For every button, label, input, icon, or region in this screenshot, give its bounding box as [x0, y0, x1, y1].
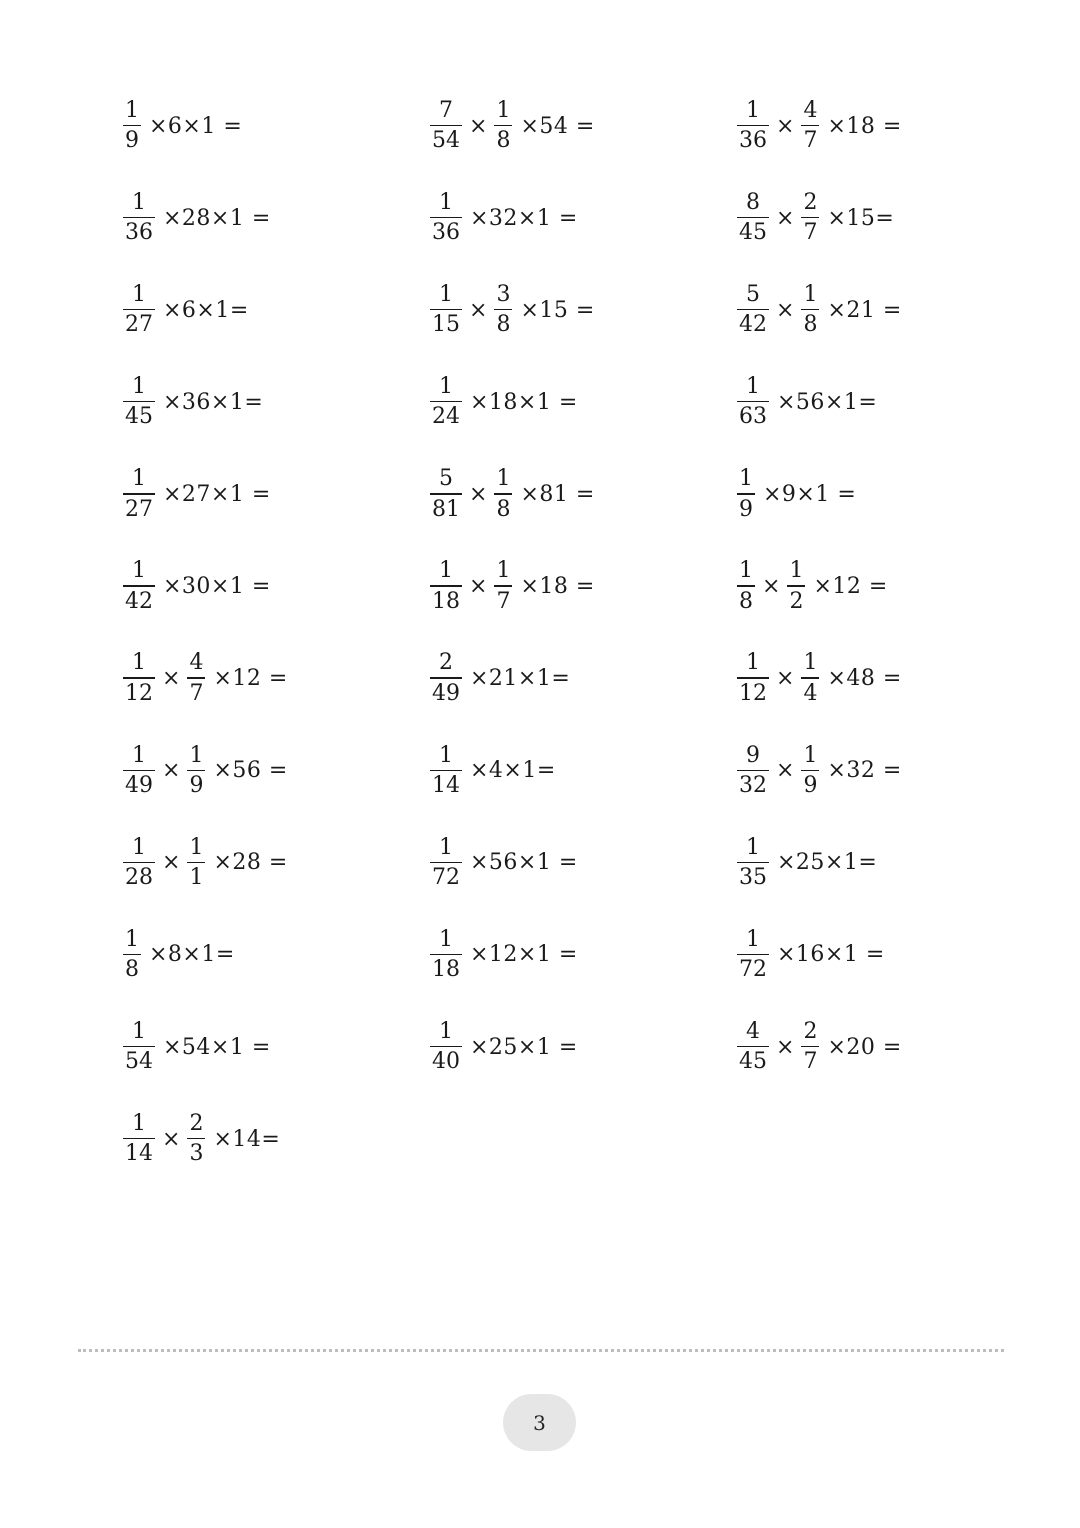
denominator: 9: [189, 772, 204, 798]
denominator: 9: [739, 496, 753, 522]
expression-tail: ×54 =: [520, 113, 595, 139]
fraction: [494, 97, 512, 154]
fraction: [430, 376, 462, 428]
problem-item: [735, 459, 856, 529]
expression-tail: ×81 =: [520, 481, 595, 507]
expression-tail: ×18 =: [520, 574, 595, 599]
problem-item: [428, 644, 570, 714]
denominator: 42: [739, 312, 767, 338]
fraction: [430, 926, 462, 983]
expression-tail: ×27×1 =: [163, 481, 271, 507]
numerator: 7: [439, 97, 453, 123]
expression-tail: ×54×1 =: [163, 1034, 271, 1060]
numerator: 1: [439, 558, 453, 584]
numerator: 1: [189, 834, 204, 860]
expression-tail: ×28×1 =: [163, 205, 271, 231]
times-sign: ×: [762, 574, 781, 599]
denominator: 1: [189, 864, 204, 890]
numerator: 2: [803, 1018, 818, 1044]
denominator: 42: [125, 588, 153, 614]
numerator: 1: [439, 374, 453, 400]
fraction: [801, 189, 819, 246]
numerator: 1: [439, 282, 453, 308]
fraction: [430, 652, 462, 704]
problem-item: [428, 459, 595, 529]
expression-tail: ×18 =: [827, 113, 902, 139]
numerator: 1: [746, 834, 760, 860]
denominator: 9: [125, 128, 139, 154]
fraction: [187, 652, 205, 704]
numerator: 1: [132, 1018, 146, 1044]
problem-item: [428, 1012, 578, 1082]
times-sign: ×: [776, 1034, 795, 1060]
denominator: 2: [789, 588, 804, 614]
fraction: [187, 1110, 205, 1167]
numerator: 1: [132, 1110, 146, 1136]
times-sign: ×: [162, 666, 181, 692]
fraction: [430, 284, 462, 336]
denominator: 81: [432, 496, 460, 522]
problem-item: [121, 644, 288, 714]
fraction: [430, 560, 462, 612]
problem-item: [735, 1012, 902, 1082]
expression-tail: ×25×1=: [777, 850, 878, 876]
problem-item: [428, 367, 578, 437]
denominator: 8: [803, 312, 818, 338]
denominator: 32: [739, 772, 767, 798]
denominator: 7: [803, 128, 818, 154]
numerator: 1: [496, 466, 511, 492]
numerator: 1: [125, 926, 139, 952]
problem-item: [428, 552, 595, 622]
numerator: 3: [496, 282, 511, 308]
problem-item: [735, 91, 902, 161]
expression-tail: ×21×1=: [470, 666, 571, 692]
times-sign: ×: [162, 850, 181, 876]
fraction: [737, 560, 755, 612]
expression-tail: ×32 =: [827, 758, 902, 784]
denominator: 12: [739, 680, 767, 706]
numerator: 9: [746, 742, 760, 768]
expression-tail: ×28 =: [213, 850, 288, 876]
denominator: 18: [432, 588, 460, 614]
fraction: [737, 926, 769, 983]
denominator: 12: [125, 680, 153, 706]
denominator: 45: [739, 220, 767, 246]
denominator: 63: [739, 404, 767, 430]
problem-item: [121, 183, 271, 253]
problem-item: [428, 736, 556, 806]
expression-tail: ×20 =: [827, 1034, 902, 1060]
denominator: 15: [432, 312, 460, 338]
times-sign: ×: [469, 481, 488, 507]
times-sign: ×: [776, 297, 795, 323]
fraction: [801, 1018, 819, 1075]
fraction: [801, 652, 819, 704]
times-sign: ×: [776, 113, 795, 139]
fraction: [737, 284, 769, 336]
numerator: 1: [132, 189, 146, 215]
fraction: [123, 376, 155, 428]
problem-item: [428, 920, 578, 990]
denominator: 3: [189, 1141, 204, 1167]
problem-item: [121, 275, 249, 345]
denominator: 9: [803, 772, 818, 798]
fraction: [737, 376, 769, 428]
problem-item: [121, 459, 271, 529]
expression-tail: ×32×1 =: [470, 205, 578, 231]
expression-tail: ×25×1 =: [470, 1034, 578, 1060]
fraction: [430, 1018, 462, 1075]
denominator: 7: [803, 220, 818, 246]
fraction: [123, 468, 155, 520]
denominator: 8: [496, 312, 511, 338]
expression-tail: ×6×1=: [163, 297, 249, 323]
fraction: [123, 1110, 155, 1167]
denominator: 18: [432, 957, 460, 983]
denominator: 24: [432, 404, 460, 430]
denominator: 8: [496, 128, 511, 154]
numerator: 2: [803, 189, 818, 215]
denominator: 54: [125, 1049, 153, 1075]
problem-item: [121, 736, 288, 806]
numerator: 1: [132, 834, 146, 860]
fraction: [123, 560, 155, 612]
numerator: 1: [132, 466, 146, 492]
fraction: [430, 97, 462, 154]
problem-item: [121, 552, 271, 622]
fraction: [737, 652, 769, 704]
numerator: 1: [739, 466, 753, 492]
numerator: 4: [803, 97, 818, 123]
numerator: 2: [189, 1110, 204, 1136]
page-number-badge: [503, 1394, 576, 1451]
problem-item: [735, 367, 877, 437]
denominator: 4: [803, 680, 818, 706]
fraction: [737, 468, 755, 520]
numerator: 1: [132, 650, 146, 676]
numerator: 1: [439, 834, 453, 860]
expression-tail: ×9×1 =: [763, 481, 857, 507]
numerator: 1: [439, 742, 453, 768]
denominator: 45: [125, 404, 153, 430]
numerator: 1: [746, 97, 760, 123]
expression-tail: ×36×1=: [163, 389, 264, 415]
denominator: 36: [739, 128, 767, 154]
expression-tail: ×56×1 =: [470, 850, 578, 876]
problem-item: [428, 828, 578, 898]
problem-item: [121, 1012, 271, 1082]
denominator: 14: [125, 1141, 153, 1167]
denominator: 72: [739, 957, 767, 983]
expression-tail: ×18×1 =: [470, 389, 578, 415]
numerator: 1: [439, 926, 453, 952]
denominator: 72: [432, 864, 460, 890]
denominator: 27: [125, 312, 153, 338]
times-sign: ×: [776, 758, 795, 784]
fraction: [737, 834, 769, 890]
numerator: 1: [125, 97, 139, 123]
denominator: 28: [125, 864, 153, 890]
expression-tail: ×15 =: [520, 297, 595, 323]
dotted-divider: [78, 1349, 1004, 1352]
numerator: 1: [439, 189, 453, 215]
times-sign: ×: [776, 666, 795, 692]
numerator: 1: [132, 558, 146, 584]
expression-tail: ×6×1 =: [149, 113, 243, 139]
problem-item: [735, 275, 902, 345]
denominator: 54: [432, 128, 460, 154]
problem-item: [735, 736, 902, 806]
numerator: 5: [746, 282, 760, 308]
fraction: [494, 560, 512, 612]
denominator: 36: [432, 220, 460, 246]
problem-item: [735, 644, 902, 714]
problem-item: [735, 920, 885, 990]
expression-tail: ×4×1=: [470, 758, 556, 784]
denominator: 8: [125, 957, 139, 983]
numerator: 8: [746, 189, 760, 215]
fraction: [123, 189, 155, 246]
fraction: [430, 189, 462, 246]
times-sign: ×: [162, 1126, 181, 1152]
expression-tail: ×12 =: [213, 666, 288, 692]
problem-item: [121, 1104, 280, 1174]
numerator: 5: [439, 466, 453, 492]
expression-tail: ×21 =: [827, 297, 902, 323]
fraction: [430, 742, 462, 798]
problem-item: [121, 828, 288, 898]
fraction: [737, 1018, 769, 1075]
numerator: 1: [746, 650, 760, 676]
fraction: [123, 1018, 155, 1075]
numerator: 1: [439, 1018, 453, 1044]
denominator: 8: [496, 496, 511, 522]
expression-tail: ×14=: [213, 1126, 281, 1152]
fraction: [737, 189, 769, 246]
denominator: 40: [432, 1049, 460, 1075]
fraction: [123, 284, 155, 336]
fraction: [123, 742, 155, 798]
numerator: 1: [496, 97, 511, 123]
denominator: 36: [125, 220, 153, 246]
numerator: 1: [803, 742, 818, 768]
denominator: 27: [125, 496, 153, 522]
numerator: 1: [803, 650, 818, 676]
expression-tail: ×12 =: [813, 574, 888, 599]
numerator: 4: [746, 1018, 760, 1044]
fraction: [801, 742, 819, 798]
fraction: [123, 652, 155, 704]
denominator: 45: [739, 1049, 767, 1075]
problem-item: [735, 828, 877, 898]
denominator: 7: [803, 1049, 818, 1075]
expression-tail: ×15=: [827, 205, 895, 231]
expression-tail: ×56 =: [213, 758, 288, 784]
fraction: [123, 97, 141, 154]
page-number: 3: [533, 1410, 546, 1435]
fraction: [123, 926, 141, 983]
expression-tail: ×56×1=: [777, 389, 878, 415]
numerator: 1: [189, 742, 204, 768]
numerator: 1: [746, 374, 760, 400]
denominator: 49: [432, 680, 460, 706]
problem-item: [428, 183, 578, 253]
fraction: [430, 834, 462, 890]
problem-item: [121, 91, 242, 161]
expression-tail: ×30×1 =: [163, 574, 271, 599]
numerator: 1: [789, 558, 804, 584]
denominator: 35: [739, 864, 767, 890]
fraction: [123, 834, 155, 890]
problem-item: [428, 91, 595, 161]
times-sign: ×: [162, 758, 181, 784]
fraction: [494, 284, 512, 336]
times-sign: ×: [469, 113, 488, 139]
denominator: 14: [432, 772, 460, 798]
times-sign: ×: [469, 574, 488, 599]
numerator: 1: [746, 926, 760, 952]
expression-tail: ×16×1 =: [777, 942, 885, 968]
problem-item: [121, 920, 235, 990]
fraction: [430, 468, 462, 520]
numerator: 1: [132, 742, 146, 768]
denominator: 8: [739, 588, 753, 614]
fraction: [737, 97, 769, 154]
denominator: 49: [125, 772, 153, 798]
problem-item: [121, 367, 263, 437]
numerator: 2: [439, 650, 453, 676]
numerator: 1: [739, 558, 753, 584]
expression-tail: ×48 =: [827, 666, 902, 692]
numerator: 1: [496, 558, 511, 584]
fraction: [801, 97, 819, 154]
numerator: 1: [132, 374, 146, 400]
fraction: [801, 284, 819, 336]
times-sign: ×: [469, 297, 488, 323]
numerator: 4: [189, 650, 204, 676]
denominator: 7: [189, 680, 204, 706]
denominator: 7: [496, 588, 511, 614]
fraction: [737, 742, 769, 798]
fraction: [187, 742, 205, 798]
problem-item: [428, 275, 595, 345]
fraction: [494, 468, 512, 520]
numerator: 1: [803, 282, 818, 308]
fraction: [187, 834, 205, 890]
expression-tail: ×8×1=: [149, 942, 235, 968]
problem-item: [735, 552, 888, 622]
times-sign: ×: [776, 205, 795, 231]
fraction: [787, 560, 805, 612]
numerator: 1: [132, 282, 146, 308]
problem-item: [735, 183, 894, 253]
expression-tail: ×12×1 =: [470, 942, 578, 968]
